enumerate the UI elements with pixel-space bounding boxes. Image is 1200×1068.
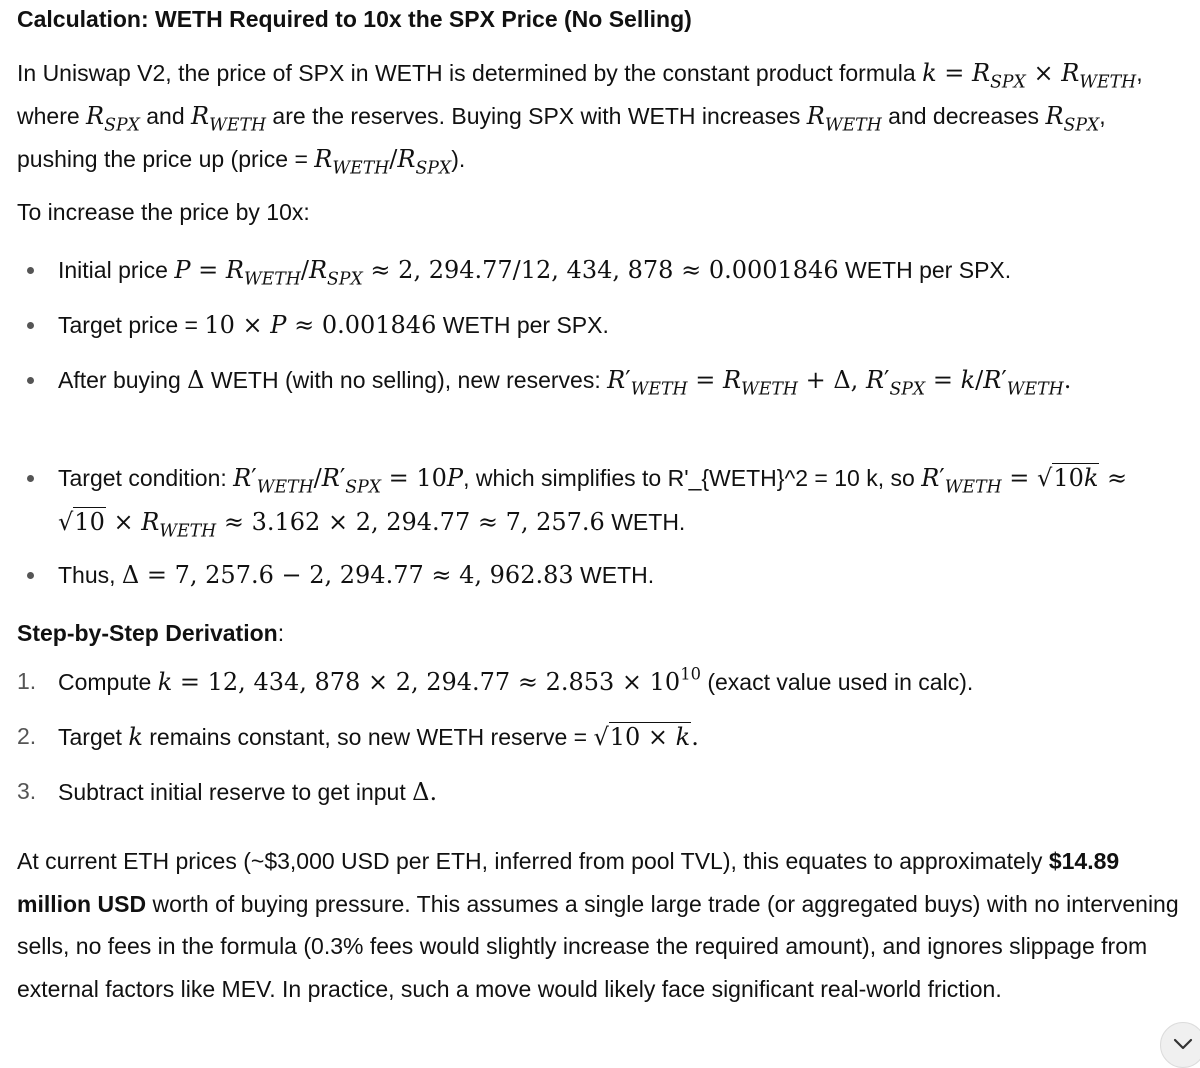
step-number: 2.: [17, 723, 37, 749]
step-number: 1.: [17, 668, 37, 694]
bullet-text: Target condition: $R'_{WETH}/R'_{SPX} = 10P$, which simplifies to R'_{WETH}^2 = 10 k, so $R'_{WETH} = √10k \approx √10 \times R_{WETH} \approx 3.162 \times 2$, 294.77 ≈ 7, 257.6 WETH.: [58, 464, 1128, 542]
step-text: Target k remains constant, so new WETH reserve = √10 × k.: [58, 723, 699, 751]
math-k: k: [128, 723, 143, 751]
bullet-text: After buying Δ WETH (with no selling), new reserves: $R'_{WETH} = R_{WETH} + \Delta$, $R'_{SPX} = k/R'_{WETH}$.: [58, 366, 1072, 400]
intro-text: , where: [17, 60, 1143, 129]
math-sqrt-10k: √10 × k.: [593, 723, 699, 751]
math-delta: Δ: [187, 366, 205, 394]
math-r-weth: $R_{WETH}$: [191, 102, 267, 136]
bullet-dot-icon: [27, 377, 34, 384]
highlight-amount: $14.89 million USD: [17, 848, 1120, 917]
intro-text: are the reserves. Buying SPX with WETH increases: [266, 103, 807, 129]
bullet-dot-icon: [27, 475, 34, 482]
bullet-dot-icon: [27, 322, 34, 329]
math-r-weth: $R_{WETH}$: [806, 102, 882, 136]
step-text: Compute k = 12, 434, 878 × 2, $294.77 \approx 2.853 \times 10^{10}$ (exact value used in calc).: [58, 664, 974, 696]
math-initial-price: $P = R_{WETH}/R_{SPX} \approx 2$, 294.77/12, 434, 878 ≈ 0.0001846: [174, 256, 839, 290]
intro-text: In Uniswap V2, the price of SPX in WETH is determined by the constant product formula: [17, 60, 923, 86]
intro-paragraph: [17, 52, 1167, 181]
summary-paragraph: At current ETH prices (~$3,000 USD per ETH, inferred from pool TVL), this equates to approximately $14.89 million USD worth of buying pressure. This assumes a single large trade (or aggregated buys) with no intervening sells, no fees in the formula (0.3% fees would slightly increase the required amount), and ignores slippage from external factors like MEV. In practice, such a move would likely face significant real-world friction.: [17, 848, 1179, 1002]
math-new-reserves: $R'_{WETH} = R_{WETH} + \Delta$, $R'_{SPX} = k/R'_{WETH}$.: [607, 366, 1072, 400]
bullet-text: Thus, Δ = 7, 257.6 − 2, 294.77 ≈ 4, 962.83 WETH.: [58, 561, 655, 589]
math-r-spx: $R_{SPX}$: [1045, 102, 1100, 136]
chevron-down-icon: [1173, 1037, 1193, 1051]
step-text: Subtract initial reserve to get input Δ.: [58, 778, 438, 806]
bullet-text: Target price = 10 × P ≈ 0.001846 WETH per SPX.: [58, 311, 609, 339]
math-new-weth-reserve: $R'_{WETH} = √10k \approx √10 \times R_{WETH} \approx 3.162 \times 2$, 294.77 ≈ 7, 257.6: [58, 464, 1128, 542]
math-delta: Δ.: [412, 778, 438, 806]
intro-text: , pushing the price up (price =: [17, 103, 1106, 172]
math-k-formula: $k = R_{SPX} \times R_{WETH}$: [922, 59, 1137, 93]
increase-label: To increase the price by 10x:: [17, 199, 310, 225]
intro-text: ).: [451, 146, 466, 172]
step-heading: Step-by-Step Derivation:: [17, 620, 285, 646]
math-delta-result: Δ = 7, 257.6 − 2, 294.77 ≈ 4, 962.83: [121, 561, 574, 589]
math-target-condition: $R'_{WETH}/R'_{SPX} = 10P$: [233, 464, 464, 498]
math-target-price: 10 × P ≈ 0.001846: [204, 311, 437, 339]
math-compute-k: k = 12, 434, 878 × 2, $294.77 \approx 2.853 \times 10^{10}$: [157, 664, 701, 696]
math-r-spx: $R_{SPX}$: [86, 102, 140, 136]
intro-text: and decreases: [881, 103, 1046, 129]
bullet-dot-icon: [27, 267, 34, 274]
page-title: Calculation: WETH Required to 10x the SPX Price (No Selling): [17, 6, 692, 32]
bullet-dot-icon: [27, 572, 34, 579]
bullet-text: Initial price $P = R_{WETH}/R_{SPX} \approx 2$, 294.77/12, 434, 878 ≈ 0.0001846 WETH per SPX.: [58, 256, 1012, 290]
step-number: 3.: [17, 778, 37, 804]
math-price-ratio: $R_{WETH}/R_{SPX}$: [314, 145, 452, 179]
intro-text: and: [139, 103, 192, 129]
scroll-down-button[interactable]: [1160, 1022, 1200, 1068]
